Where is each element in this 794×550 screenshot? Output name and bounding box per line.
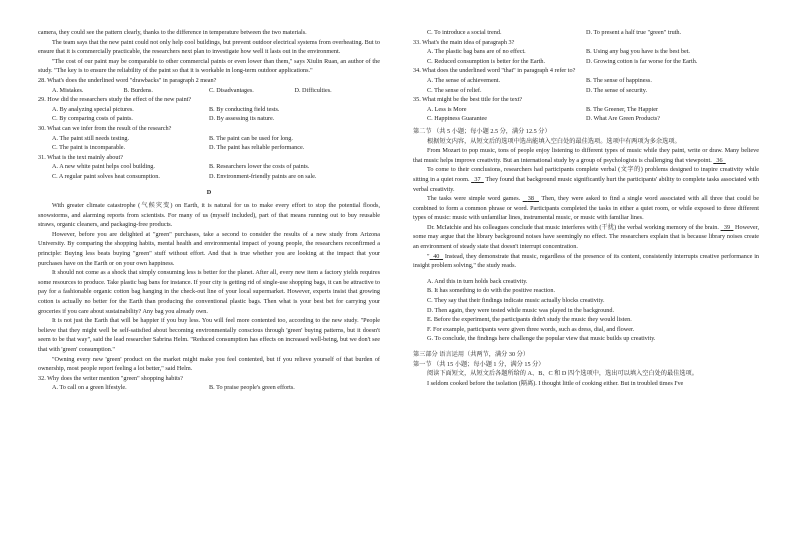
- option: B. To praise people's green efforts.: [209, 384, 295, 392]
- blank-39: 39: [723, 223, 731, 231]
- paragraph: " 40 Instead, they demonstrate that music, regardless of the presence of its content, consistently interrupts creative performance in insight problem solving," the study reads.: [413, 252, 760, 270]
- option: B. Using any bag you have is the best bet.: [586, 48, 690, 56]
- option: C. The sense of relief.: [427, 86, 482, 94]
- option: D. The paint has reliable performance.: [209, 144, 305, 152]
- option: B. Researchers lower the costs of paints.: [209, 163, 310, 171]
- option: D. Environment-friendly paints are on sale.: [209, 172, 317, 180]
- paragraph: The team says that the new paint could not only help cool buildings, but prevent outdoor electrical systems from overheating. But to ensure that it is commercially practicable, the researchers next plan to investigate how well it lasts out in the environment.: [38, 38, 380, 56]
- options-32a: [38, 383, 380, 393]
- options-30a: [38, 134, 380, 144]
- paragraph: "Owning every new 'green' product on the market might make you feel contented, but if you relieve yourself of that burden of ownership, most people report feeling a lot better," said Helm.: [38, 355, 380, 373]
- question-34: 34. What does the underlined word "that" in paragraph 4 refer to?: [413, 67, 576, 75]
- section-heading-d: D: [206, 188, 212, 196]
- part-3-title: 第三部分 语言运用（共两节，满分 30 分）: [413, 351, 530, 358]
- question-33: 33. What's the main idea of paragraph 3?: [413, 38, 515, 46]
- section-1-title: 第一节 （共 15 小题；每小题 1 分，满分 15 分）: [413, 360, 545, 368]
- paragraph: Dr. McIatchie and his colleagues conclude that music interferes with (干扰) the verbal working memory of the brain. 39 However, some may argue that the library background noises have seemingly no effect. The researchers explain that is because library noises create an environment of steady state that doesn't interrupt concentration.: [413, 223, 760, 251]
- answer-option: B. It has something to do with the positive reaction.: [427, 287, 556, 295]
- answer-option: E. Before the experiment, the participants didn't study the music they would listen.: [427, 316, 632, 324]
- answer-option: F. For example, participants were given three words, such as dress, dial, and flower.: [427, 325, 635, 333]
- option: A. The paint still needs testing.: [52, 134, 130, 142]
- section-2-title: 第二节 （共 5 小题；每小题 2.5 分，满分 12.5 分）: [413, 127, 551, 135]
- paragraph: However, before you are delighted at "green" purchases, take a second to consider the results of a new study from Arizona University. By comparing the shopping habits, mental health and environmental impact of young people, the researchers reconfirmed a principle: Buying less beats buying "green" stuff without effort. And that is true whether you are looking at the impact that your purchases have on the Earth or on your own happiness.: [38, 230, 380, 267]
- paragraph: "The cost of our paint may be comparable to other commercial paints or even lower than them," says Xiulin Ruan, an author of the study. "The key is to ensure the reliability of the paint so that it is workable in long-term outdoor applications.": [38, 57, 380, 75]
- option: C. The paint is incomparable.: [52, 144, 126, 152]
- paragraph: With greater climate catastrophe (气候灾变) on Earth, it is natural for us to make every effort to stop the potential floods, snowstorms, and alarming reports from scientists. For many of us (myself included), part of that means running out to buy reusable straws, organic cleaners, and packaging-free products.: [38, 202, 380, 229]
- paragraph: The tasks were simple word games. 38 Then, they were asked to find a single word associated with all three that could be combined to form a common phrase or word. Participants completed the tasks in either a quiet room, or while exposed to three different types of music: music with unfamiliar lines, instrumental music, or music with familiar lines.: [413, 195, 760, 222]
- option: A. A new white paint helps cool building.: [52, 163, 155, 171]
- blank-38: 38: [527, 195, 534, 203]
- option: C. Happiness Guarantee: [427, 115, 487, 123]
- options-29b: [38, 114, 380, 124]
- question-30: 30. What can we infer from the result of the research?: [38, 124, 172, 132]
- option: D. By assessing its nature.: [209, 115, 275, 123]
- section-1-instructions: 阅读下面短文，从短文后各题所给的 A、B、C 和 D 四个选项中，选出可以填入空白处的最佳选项。: [427, 370, 698, 378]
- options-33a: [413, 47, 759, 57]
- option: A. To call on a green lifestyle.: [52, 384, 127, 392]
- question-31: 31. What is the text mainly about?: [38, 153, 123, 161]
- option: B. Burdens.: [123, 86, 153, 94]
- option: D. Difficulties.: [294, 86, 332, 94]
- blank-40: 40: [433, 252, 440, 260]
- option: D. To present a half true "green" truth.: [586, 29, 682, 36]
- left-column: [38, 28, 380, 393]
- option: B. The sense of happiness.: [586, 76, 652, 84]
- paragraph: It should not come as a shock that simply consuming less is better for the planet. After all, every new item a factory yields requires some resources to produce. Take plastic bag bans for instance. If your city is getting rid of single-use shopping bags, it can be attractive to pay for a fashionable organic cotton bag hanging in the check-out line of your local supermarket. However, experts insist that growing cotton is actually no better for the Earth than producing the conventional plastic bags. Then what is your best bet for carrying your groceries if you care about sustainability? Any bag you already own.: [38, 269, 380, 315]
- options-35a: [413, 105, 759, 115]
- option: D. Growing cotton is far worse for the Earth.: [586, 57, 698, 65]
- option: C. Disadvantages.: [209, 86, 254, 94]
- answer-option: D. Then again, they were tested while music was played in the background.: [427, 306, 615, 314]
- option: A. By analyzing special pictures.: [52, 105, 134, 113]
- option: A. Mistakes.: [52, 86, 84, 94]
- section-2-instructions: 根据短文内容，从短文后的选项中选出能填入空白处的最佳选项。选项中有两项为多余选项。: [427, 137, 681, 145]
- option: A. Less is More: [427, 105, 467, 113]
- paragraph: It is not just the Earth that will be happier if you buy less. You will feel more contented too, according to the new study. "People believe that they might well be self-satisfied about becoming environmentally conscious through 'green' buying patterns, but it doesn't seem to be that way", said the lead researcher Sabrina Helm. "Reduced consumption has effects on increased well-being, but we don't see that with 'green' consumption.": [38, 317, 380, 353]
- right-column: [413, 28, 759, 388]
- question-32: 32. Why does the writer mention "green" shopping habits?: [38, 374, 183, 382]
- option: B. The paint can be used for long.: [209, 134, 293, 142]
- option: A. The sense of achievement.: [427, 76, 501, 84]
- paragraph: To come to their conclusions, researchers had participants complete verbal (文字的) problems designed to inspire creativity while sitting in a quiet room. 37 They found that background music significantly hurt the participants' ability to complete tasks associated with verbal creativity.: [413, 166, 759, 193]
- option: B. The Greener, The Happier: [586, 105, 659, 113]
- option: D. The sense of security.: [586, 86, 647, 94]
- options-31a: [38, 162, 380, 172]
- answer-option: G. To conclude, the findings here challenge the popular view that music builds up creativity.: [427, 335, 656, 343]
- question-29: 29. How did the researchers study the effect of the new paint?: [38, 96, 192, 104]
- options-29a: [38, 105, 380, 115]
- paragraph: From Mozart to pop music, tons of people enjoy listening to different types of music while they paint, write or draw. Many believe that music helps improve creativity. But an international study by a group of psychologists is challenging that viewpoint. 36: [413, 147, 759, 164]
- option: B. By conducting field tests.: [209, 105, 280, 113]
- option: C. To introduce a social trend.: [427, 29, 502, 36]
- answer-option: A. And this in turn holds back creativity.: [427, 277, 528, 285]
- options-34a: [413, 76, 759, 86]
- option: D. What Are Green Products?: [586, 115, 660, 123]
- blank-37: 37: [474, 175, 481, 183]
- option: C. By comparing costs of paints.: [52, 115, 133, 123]
- options-34b: [413, 86, 759, 96]
- paragraph: I seldom cooked before the isolation (隔离). I thought little of cooking either. But in troubled times I've: [427, 379, 684, 387]
- answer-option: C. They say that their findings indicate music actually blocks creativity.: [427, 297, 605, 305]
- options-30b: [38, 143, 380, 153]
- options-28: [38, 86, 380, 96]
- option: C. A regular paint solves heat consumption.: [52, 172, 160, 180]
- option: C. Reduced consumption is better for the Earth.: [427, 57, 546, 65]
- options-31b: [38, 172, 380, 182]
- question-35: 35. What might be the best title for the text?: [413, 96, 523, 104]
- options-32b: [413, 28, 759, 38]
- option: A. The plastic bag bans are of no effect.: [427, 48, 526, 56]
- blank-36: 36: [716, 156, 723, 164]
- paragraph: camera, they could see the pattern clearly, thanks to the difference in temperature between the two materials.: [38, 29, 307, 36]
- options-33b: [413, 57, 759, 67]
- options-35b: [413, 114, 759, 124]
- question-28: 28. What's does the underlined word "drawbacks" in paragraph 2 mean?: [38, 76, 217, 84]
